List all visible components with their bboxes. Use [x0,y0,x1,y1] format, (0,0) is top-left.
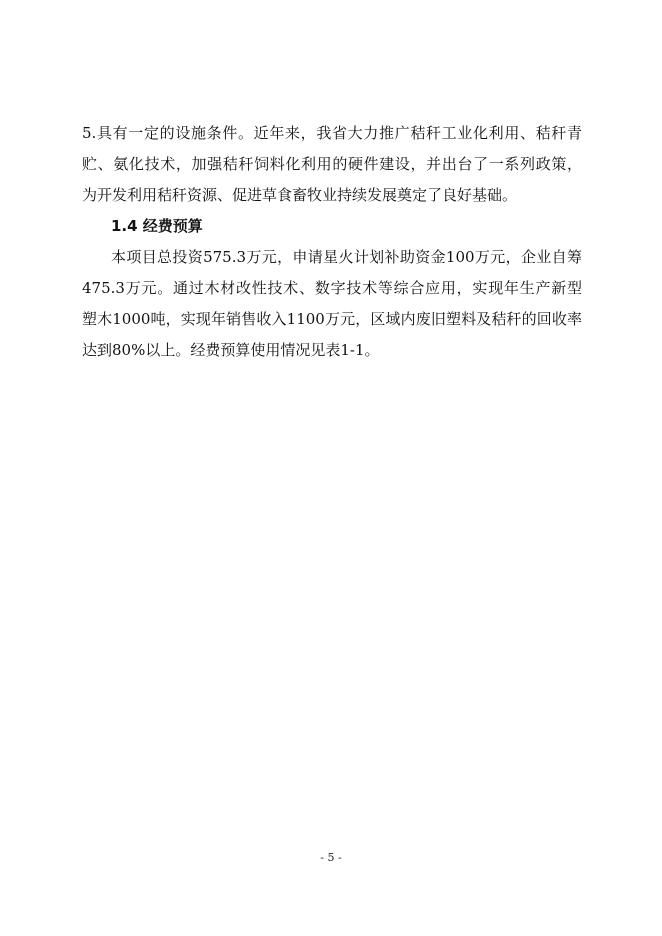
paragraph-line: 贮、氨化技术，加强秸秆饲料化利用的硬件建设，并出台了一系列政策， [82,155,582,173]
paragraph-line: 475.3万元。通过木材改性技术、数字技术等综合应用，实现年生产新型 [82,279,582,297]
paragraph-line: 塑木1000吨，实现年销售收入1100万元，区域内废旧塑料及秸秆的回收率 [82,310,582,328]
page-number: - 5 - [320,851,342,864]
document-body [82,118,582,366]
paragraph-line: 5.具有一定的设施条件。近年来，我省大力推广秸秆工业化利用、秸秆青 [82,124,582,142]
paragraph-line: 本项目总投资575.3万元，申请星火计划补助资金100万元，企业自筹 [111,248,582,266]
section-heading: 1.4 经费预算 [111,217,203,235]
paragraph-budget [82,242,582,366]
paragraph-facilities [82,118,582,211]
paragraph-line: 为开发利用秸秆资源、促进草食畜牧业持续发展奠定了良好基础。 [82,186,518,204]
paragraph-line: 达到80%以上。经费预算使用情况见表1-1。 [82,341,380,359]
